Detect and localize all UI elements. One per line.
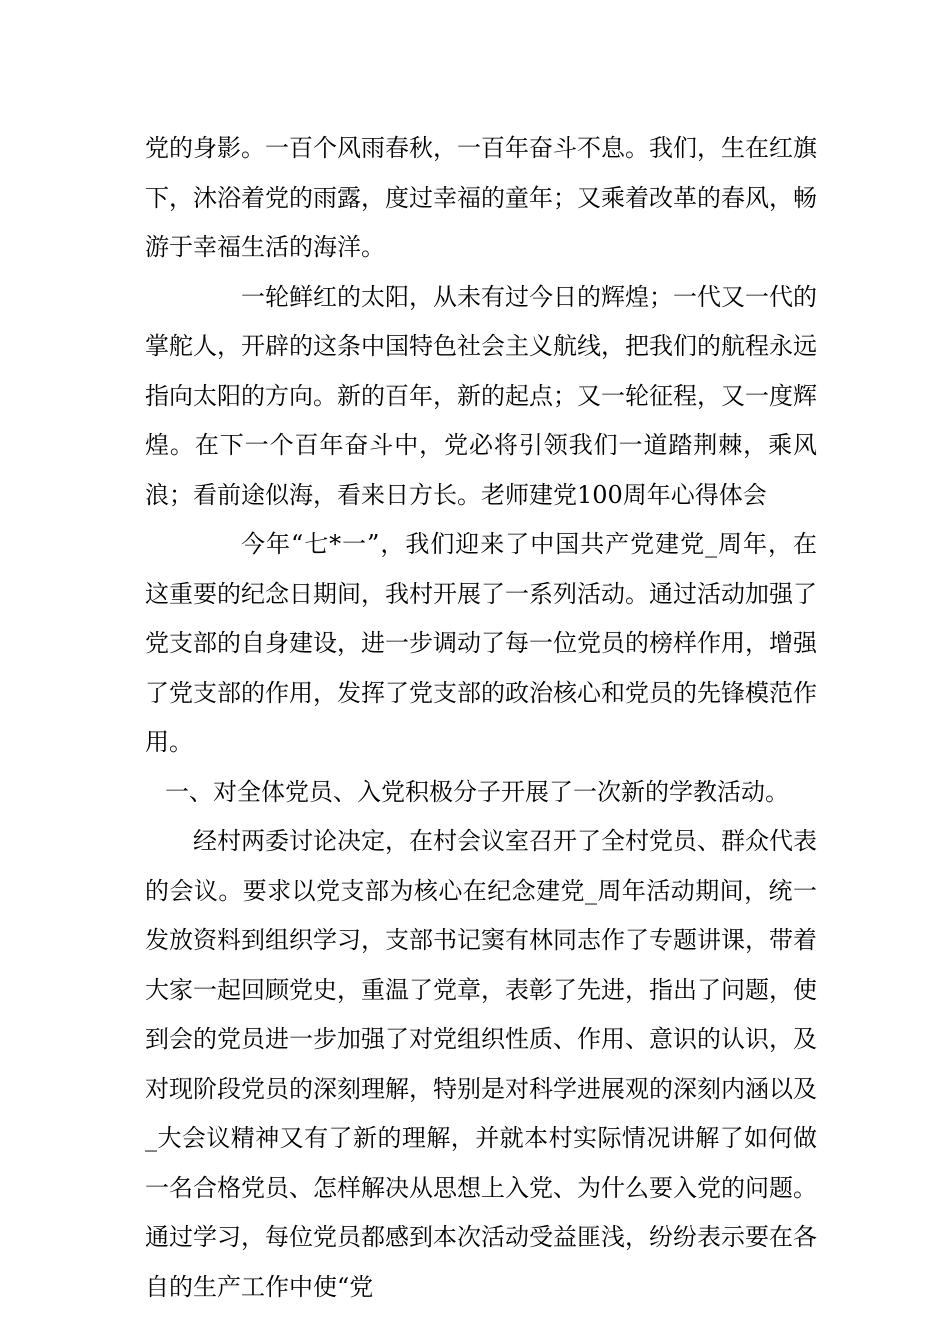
- paragraph-4: 一、对全体党员、入党积极分子开展了一次新的学教活动。: [165, 777, 789, 806]
- paragraph-1: 党的身影。一百个风雨春秋，一百年奋斗不息。我们，生在红旗下，沐浴着党的雨露，度过幸福的童年；又乘着改革的春风，畅游于幸福生活的海洋。: [145, 134, 817, 261]
- document-body: [145, 124, 817, 1312]
- paragraph-3: 今年“七*一”，我们迎来了中国共产党建党_周年，在这重要的纪念日期间，我村开展了一系列活动。通过活动加强了党支部的自身建设，进一步调动了每一位党员的榜样作用，增强了党支部的作用，发挥了党支部的政治核心和党员的先锋模范作用。: [145, 530, 817, 756]
- paragraph-2: 一轮鲜红的太阳，从未有过今日的辉煌；一代又一代的掌舵人，开辟的这条中国特色社会主义航线，把我们的航程永远指向太阳的方向。新的百年，新的起点；又一轮征程，又一度辉煌。在下一个百年奋斗中，党必将引领我们一道踏荆棘，乘风浪；看前途似海，看来日方长。老师建党100周年心得体会: [145, 282, 817, 509]
- paragraph-5: 经村两委讨论决定，在村会议室召开了全村党员、群众代表的会议。要求以党支部为核心在纪念建党_周年活动期间，统一发放资料到组织学习，支部书记窦有林同志作了专题讲课，带着大家一起回顾党史，重温了党章，表彰了先进，指出了问题，使到会的党员进一步加强了对党组织性质、作用、意识的认识，及对现阶段党员的深刻理解，特别是对科学进展观的深刻内涵以及_大会议精神又有了新的理解，并就本村实际情况讲解了如何做一名合格党员、怎样解决从思想上入党、为什么要入党的问题。通过学习，每位党员都感到本次活动受益匪浅，纷纷表示要在各自的生产工作中使“党: [145, 827, 817, 1301]
